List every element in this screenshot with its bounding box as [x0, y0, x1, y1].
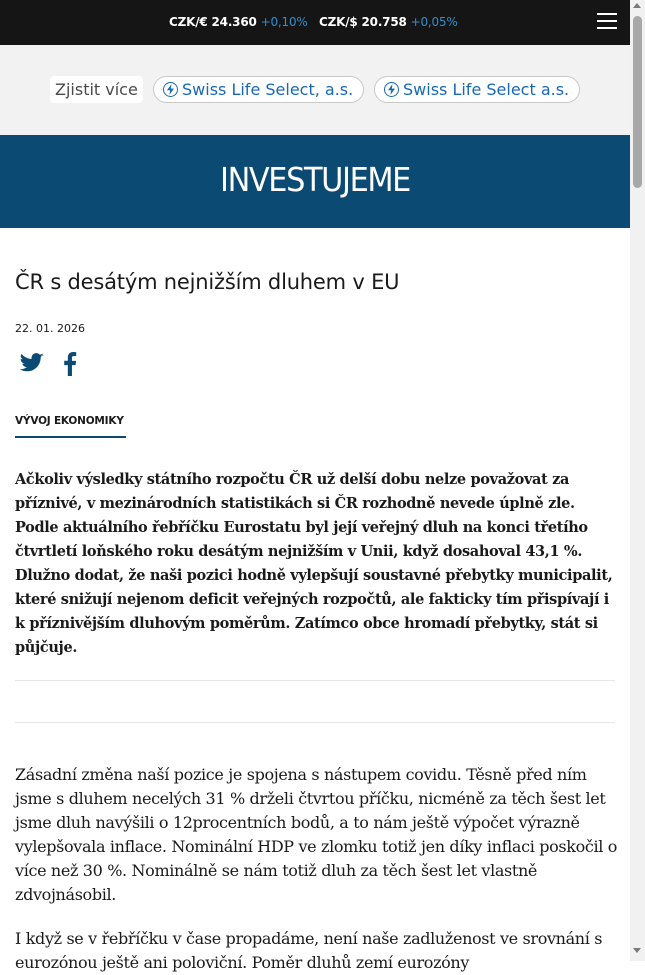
article-date: 22. 01. 2026 — [15, 322, 85, 335]
category-underline — [15, 436, 126, 438]
article-paragraph: I když se v řebříčku v čase propadáme, není naše zadluženost ve srovnání s eurozónou ještě ani poloviční. Poměr dluhů zemí eurozóny — [15, 929, 603, 972]
hamburger-icon[interactable] — [597, 13, 617, 31]
partner-link-1-label: Swiss Life Select, a.s. — [182, 80, 354, 99]
ticker-rate-usd-label: CZK/$ 20.758 — [319, 15, 407, 29]
site-logo[interactable]: INVESTUJEME — [219, 160, 410, 199]
article-lead: Ačkoliv výsledky státního rozpočtu ČR už delší dobu nelze považovat za příznivé, v mezinárodních statistikách si ČR rozhodně nevede úplně zle. Podle aktuálního řebříčku Eurostatu byl její veřejný dluh na konci třetího čtvrtletí loňského roku desátým nejnižším v Unii, když dosahoval 43,1 %. Dlužno dodat, že naši pozici hodně vylepšují soustavné přebytky municipalit, které snižují nejenom deficit veřejných rozpočtů, ale fakticky tím přispívají i k příznivějším dluhovým poměrům. Zatímco obce hromadí přebytky, stát si půjčuje. — [15, 471, 613, 656]
lightning-icon — [163, 82, 178, 97]
ticker-rate-usd — [319, 15, 458, 29]
divider — [15, 680, 615, 681]
partner-link-1[interactable] — [153, 76, 364, 103]
learn-more-label: Zjistit více — [50, 76, 143, 103]
currency-ticker-bar — [0, 0, 630, 45]
article-paragraph: Zásadní změna naší pozice je spojena s nástupem covidu. Těsně před ním jsme s dluhem necelých 31 % drželi čtvrtou příčku, nicméně za těch šest let jsme dluh navýšili o 12procentních bodů, a to nám ještě výpočet výrazně vylepšovala inflace. Nominální HDP ve zlomku totiž jen díky inflaci poskočil o více než 30 %. Nominálně se nám totiž dluh za těch šest let vlastně zdvojnásobil. — [15, 765, 618, 904]
ticker-rate-eur-change: +0,10% — [260, 15, 308, 29]
scroll-down-arrow-icon[interactable] — [633, 948, 641, 953]
facebook-icon[interactable] — [60, 352, 86, 376]
partner-link-2[interactable] — [374, 76, 580, 103]
scroll-up-arrow-icon[interactable] — [633, 3, 641, 8]
partner-link-2-label: Swiss Life Select a.s. — [403, 80, 570, 99]
lightning-icon — [384, 82, 399, 97]
ticker-rate-eur-label: CZK/€ 24.360 — [169, 15, 257, 29]
scrollbar-thumb[interactable] — [633, 16, 642, 188]
ticker-rate-usd-change: +0,05% — [410, 15, 458, 29]
category-tag[interactable]: VÝVOJ EKONOMIKY — [15, 415, 124, 427]
page-scrollbar[interactable] — [630, 0, 645, 961]
site-banner — [0, 135, 630, 228]
ticker-rate-eur — [169, 15, 308, 29]
partner-strip — [0, 45, 630, 135]
twitter-icon[interactable] — [20, 352, 46, 376]
divider — [15, 722, 615, 723]
article-title: ČR s desátým nejnižším dluhem v EU — [15, 270, 400, 294]
